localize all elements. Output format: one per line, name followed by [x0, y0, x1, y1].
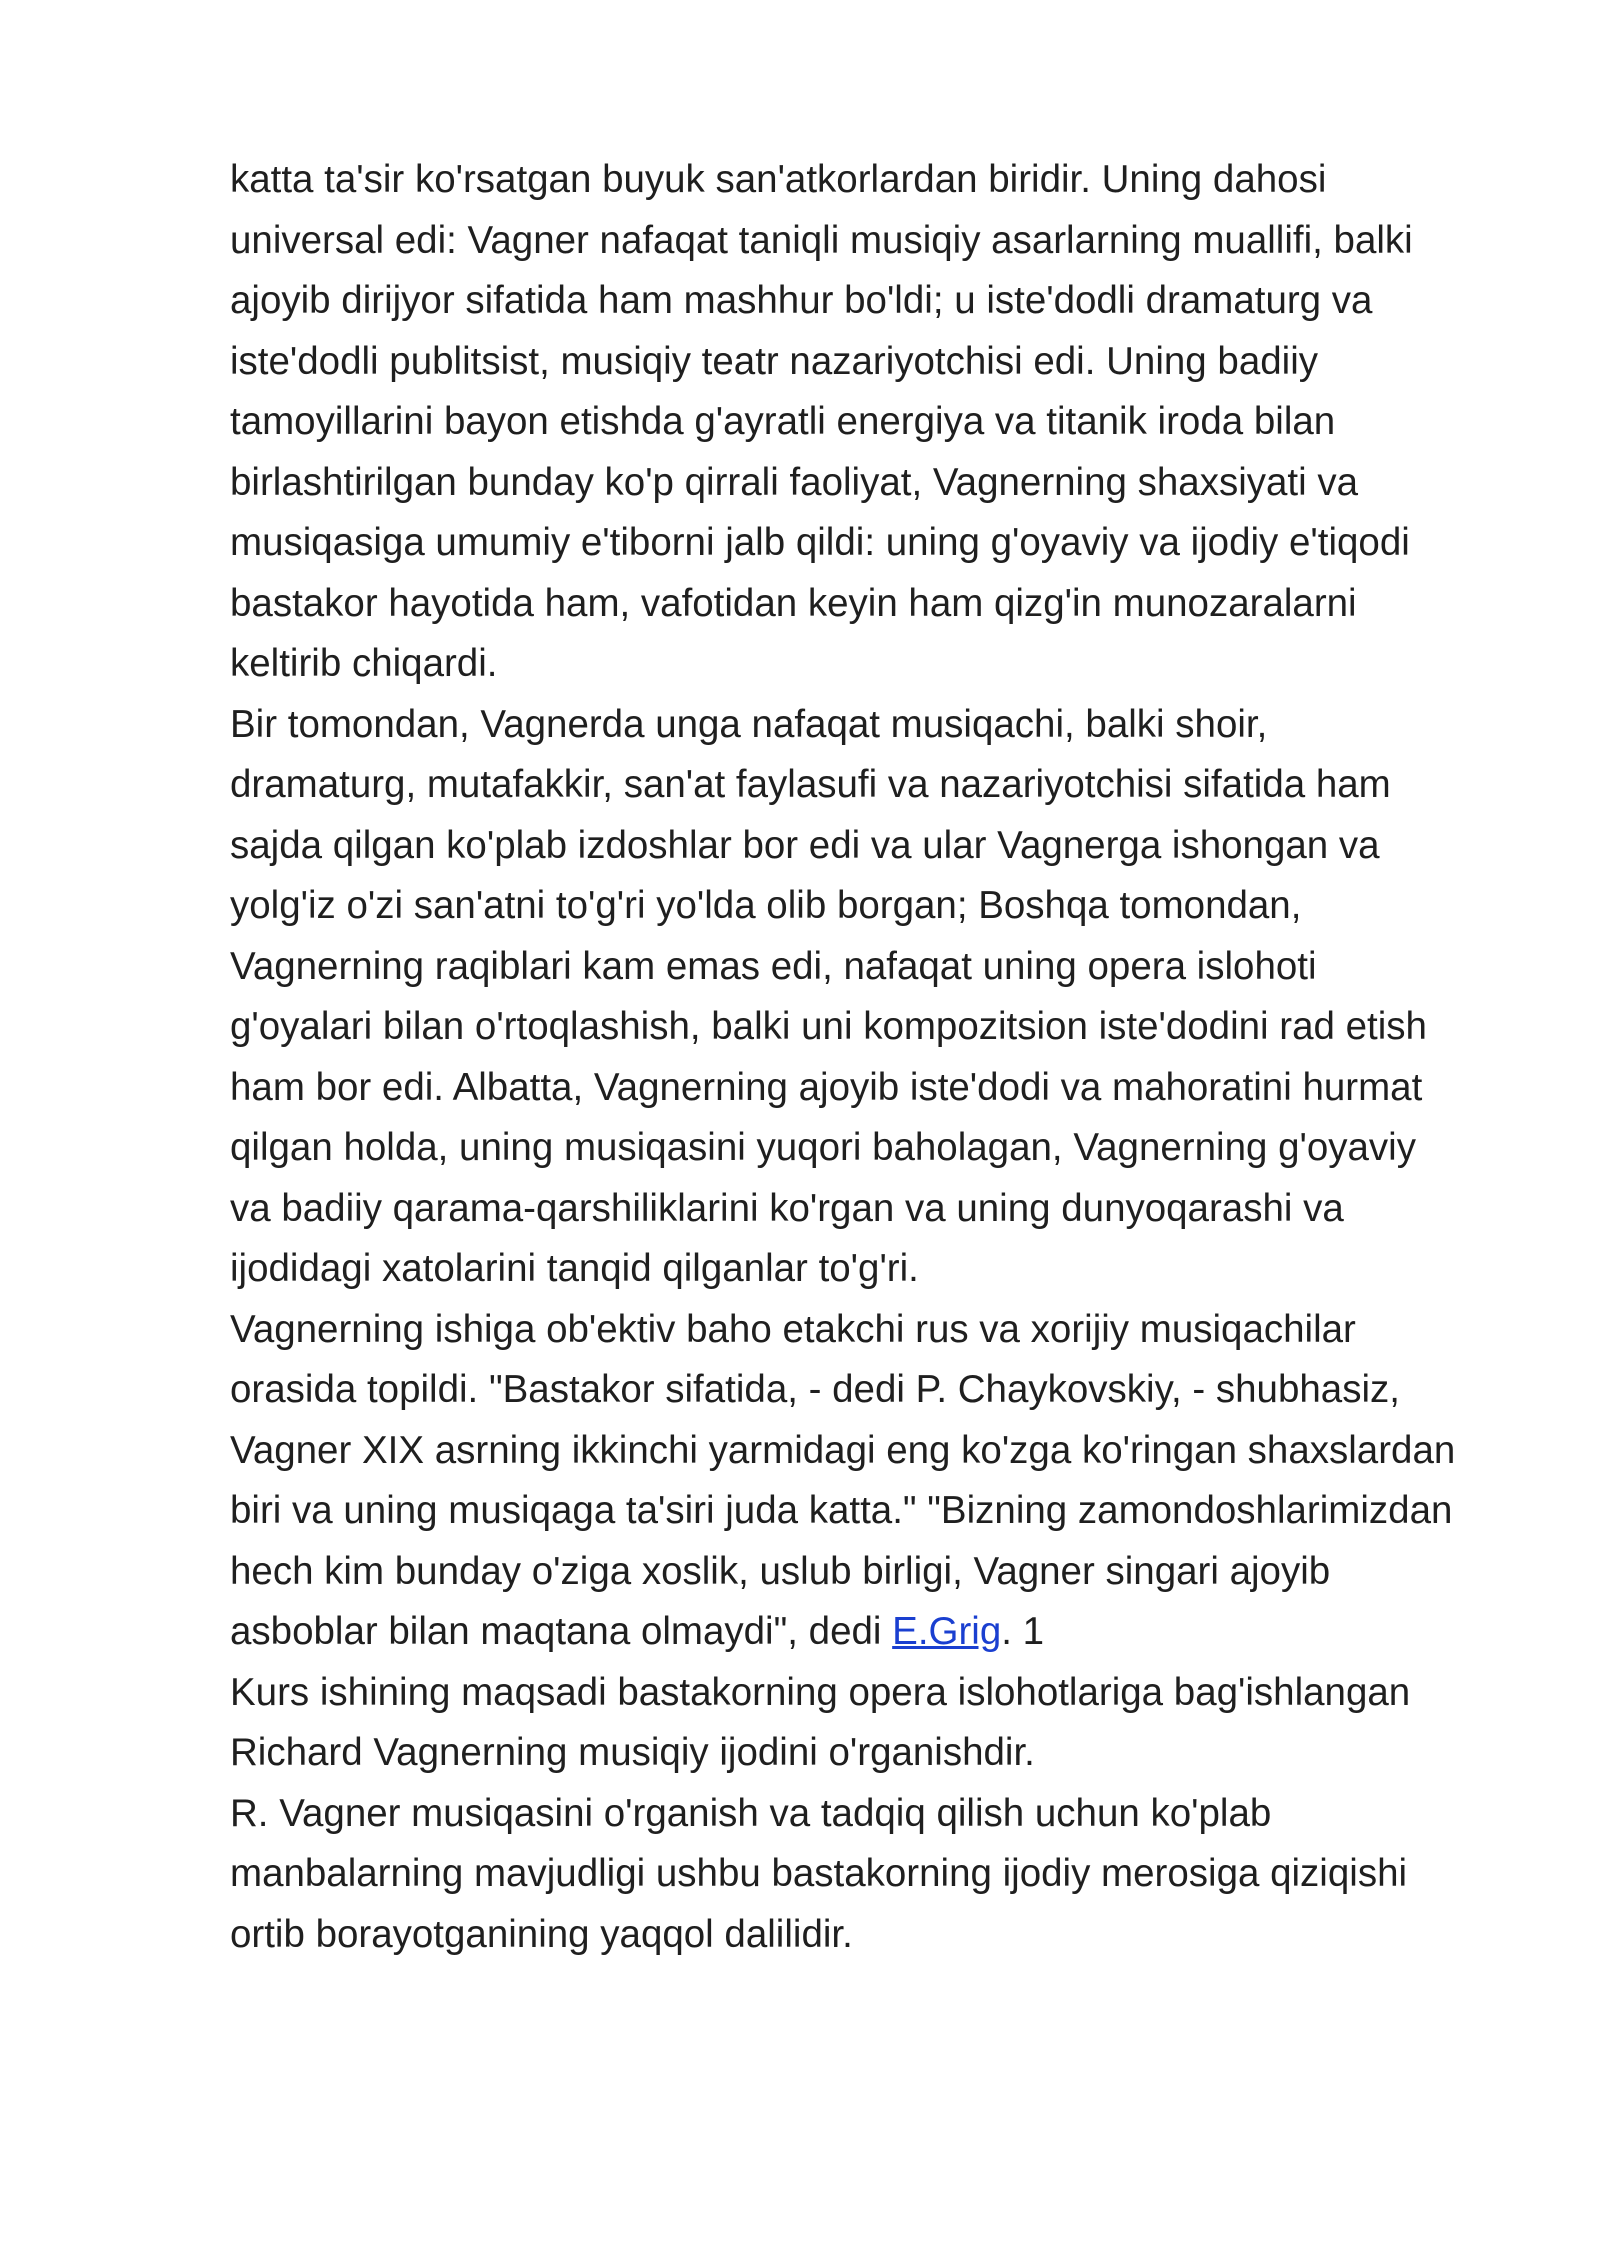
text-line-with-link: [230, 1602, 1530, 1663]
text-line: dramaturg, mutafakkir, san'at faylasufi va nazariyotchisi sifatida ham: [230, 763, 1391, 806]
text-line: iste'dodli publitsist, musiqiy teatr nazariyotchisi edi. Uning badiiy: [230, 339, 1319, 383]
text-line: yolg'iz o'zi san'atni to'g'ri yo'lda olib borgan; Boshqa tomondan,: [230, 884, 1302, 927]
footnote-reference: . 1: [1001, 1610, 1045, 1653]
paragraph-supporters-opponents: [230, 695, 1530, 1300]
text-line: Richard Vagnerning musiqiy ijodini o'rganishdir.: [230, 1731, 1035, 1774]
text-line: orasida topildi. "Bastakor sifatida, - dedi P. Chaykovskiy, - shubhasiz,: [230, 1368, 1400, 1411]
text-line: manbalarning mavjudligi ushbu bastakorning ijodiy merosiga qiziqishi: [230, 1852, 1408, 1895]
text-line: va badiiy qarama-qarshiliklarini ko'rgan va uning dunyoqarashi va: [230, 1186, 1344, 1230]
text-line: Vagner XIX asrning ikkinchi yarmidagi eng ko'zga ko'ringan shaxslardan: [230, 1428, 1456, 1472]
text-line: biri va uning musiqaga ta'siri juda katta." "Bizning zamondoshlarimizdan: [230, 1489, 1453, 1532]
text-line: ortib borayotganining yaqqol dalilidir.: [230, 1912, 853, 1956]
paragraph-intro: [230, 150, 1530, 695]
text-line: universal edi: Vagner nafaqat taniqli musiqiy asarlarning muallifi, balki: [230, 218, 1413, 262]
text-line: g'oyalari bilan o'rtoqlashish, balki uni kompozitsion iste'dodini rad etish: [230, 1005, 1427, 1048]
egrig-link[interactable]: E.Grig: [892, 1610, 1002, 1653]
text-line: tamoyillarini bayon etishda g'ayratli energiya va titanik iroda bilan: [230, 400, 1336, 443]
text-line: ham bor edi. Albatta, Vagnerning ajoyib iste'dodi va mahoratini hurmat: [230, 1065, 1423, 1109]
text-line: katta ta'sir ko'rsatgan buyuk san'atkorlardan biridir. Uning dahosi: [230, 158, 1327, 201]
paragraph-sources: [230, 1784, 1530, 1966]
text-line: Vagnerning raqiblari kam emas edi, nafaqat uning opera islohoti: [230, 944, 1317, 988]
text-line: qilgan holda, uning musiqasini yuqori baholagan, Vagnerning g'oyaviy: [230, 1126, 1416, 1169]
text-line: Bir tomondan, Vagnerda unga nafaqat musiqachi, balki shoir,: [230, 702, 1268, 746]
document-body: [230, 150, 1530, 1965]
paragraph-objective-assessment: [230, 1300, 1530, 1663]
text-line: ajoyib dirijyor sifatida ham mashhur bo'ldi; u iste'dodli dramaturg va: [230, 279, 1373, 322]
text-line: birlashtirilgan bunday ko'p qirrali faoliyat, Vagnerning shaxsiyati va: [230, 460, 1359, 504]
text-line: ijodidagi xatolarini tanqid qilganlar to'g'ri.: [230, 1247, 919, 1290]
text-segment: asboblar bilan maqtana olmaydi", dedi: [230, 1610, 893, 1653]
text-line: musiqasiga umumiy e'tiborni jalb qildi: uning g'oyaviy va ijodiy e'tiqodi: [230, 521, 1410, 564]
text-line: R. Vagner musiqasini o'rganish va tadqiq qilish uchun ko'plab: [230, 1791, 1272, 1835]
text-line: keltirib chiqardi.: [230, 642, 498, 685]
paragraph-course-goal: [230, 1663, 1530, 1784]
text-line: bastakor hayotida ham, vafotidan keyin ham qizg'in munozaralarni: [230, 581, 1357, 625]
text-line: hech kim bunday o'ziga xoslik, uslub birligi, Vagner singari ajoyib: [230, 1549, 1331, 1593]
text-line: sajda qilgan ko'plab izdoshlar bor edi va ular Vagnerga ishongan va: [230, 823, 1380, 867]
text-line: Kurs ishining maqsadi bastakorning opera islohotlariga bag'ishlangan: [230, 1670, 1411, 1714]
text-line: Vagnerning ishiga ob'ektiv baho etakchi rus va xorijiy musiqachilar: [230, 1307, 1356, 1351]
